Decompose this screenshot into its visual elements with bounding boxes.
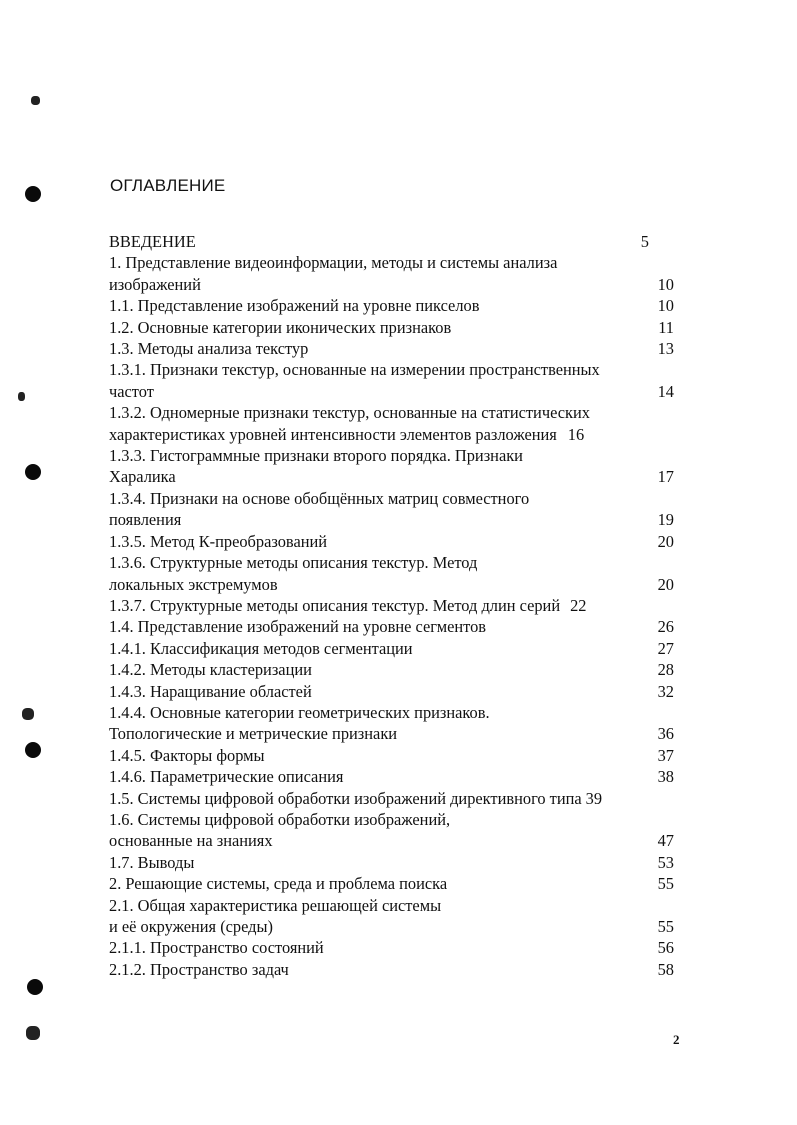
- toc-page-number: 32: [657, 681, 674, 701]
- toc-page-number: 22: [570, 595, 587, 615]
- toc-entry-1-2: 1.2. Основные категории иконических признаков 11: [109, 317, 674, 337]
- toc-entry-1-6: 1.6. Системы цифровой обработки изображений, основанные на знаниях 47: [109, 809, 674, 851]
- toc-page-number: 56: [657, 938, 674, 958]
- toc-entry-2: 2. Решающие системы, среда и проблема поиска 55: [109, 874, 674, 894]
- scan-speck-bottom: [26, 1026, 40, 1040]
- page-title: ОГЛАВЛЕНИЕ: [110, 176, 226, 195]
- toc-page-number: 47: [657, 831, 674, 851]
- toc-entry-1-3-1: 1.3.1. Признаки текстур, основанные на измерении пространственных частот 14: [109, 360, 674, 401]
- toc-entry-1-7: 1.7. Выводы 53: [109, 852, 674, 872]
- scan-speck-top: [31, 96, 40, 105]
- scan-speck-3: [22, 708, 34, 720]
- scan-speck-2: [18, 392, 25, 401]
- toc-page-number: 58: [657, 959, 674, 979]
- toc-entry-1-4-1: 1.4.1. Классификация методов сегментации 27: [109, 638, 674, 658]
- toc-entry-1-4: 1.4. Представление изображений на уровне сегментов 26: [109, 617, 674, 637]
- toc-entry-1-3-2: 1.3.2. Одномерные признаки текстур, основанные на статистических характеристиках уровней интенсивности элементов разложения 16: [109, 403, 590, 444]
- toc-entry-2-1-2: 2.1.2. Пространство задач 58: [109, 959, 674, 979]
- toc-entry-1-4-4: 1.4.4. Основные категории геометрических признаков. Топологические и метрические признаки 36: [109, 702, 674, 744]
- toc-entry-1-5: 1.5. Системы цифровой обработки изображений директивного типа 39: [109, 788, 603, 808]
- toc-page-number: 16: [567, 424, 585, 444]
- toc-page-number: 19: [657, 510, 674, 530]
- toc-entry-1-3-4: 1.3.4. Признаки на основе обобщённых матриц совместного появления 19: [109, 488, 674, 530]
- toc-entry-2-1: 2.1. Общая характеристика решающей системы и её окружения (среды) 55: [109, 895, 674, 936]
- toc-entry-1-4-6: 1.4.6. Параметрические описания 38: [109, 767, 674, 787]
- toc-entry-1-4-5: 1.4.5. Факторы формы 37: [109, 745, 674, 765]
- toc-page-number: 26: [657, 617, 674, 637]
- toc-page-number: 10: [657, 274, 674, 294]
- toc-page-number: 20: [657, 531, 674, 551]
- table-of-contents: [109, 231, 674, 980]
- toc-page-number: 55: [657, 874, 674, 894]
- toc-page-number: 37: [657, 745, 674, 765]
- toc-page-number: 17: [657, 467, 674, 487]
- binder-hole-3: [25, 742, 41, 758]
- page-number: 2: [673, 1032, 680, 1047]
- toc-page-number: 14: [657, 381, 674, 401]
- toc-page-number: 27: [657, 638, 674, 658]
- toc-page-number: 36: [657, 724, 674, 744]
- toc-page-number: 11: [658, 317, 674, 337]
- toc-entry-introduction: ВВЕДЕНИЕ 5: [109, 232, 649, 251]
- toc-entry-1-3-5: 1.3.5. Метод К-преобразований 20: [109, 531, 674, 551]
- toc-entry-1-4-2: 1.4.2. Методы кластеризации 28: [109, 660, 674, 680]
- toc-entry-2-1-1: 2.1.1. Пространство состояний 56: [109, 938, 674, 958]
- toc-entry-1-4-3: 1.4.3. Наращивание областей 32: [109, 681, 674, 701]
- binder-hole-4: [27, 979, 43, 995]
- toc-entry-1-3: 1.3. Методы анализа текстур 13: [109, 339, 674, 359]
- toc-entry-1-3-7: 1.3.7. Структурные методы описания текстур. Метод длин серий 22: [109, 595, 587, 615]
- toc-entry-1-3-6: 1.3.6. Структурные методы описания текстур. Метод локальных экстремумов 20: [109, 553, 674, 594]
- toc-page-number: 20: [657, 574, 674, 594]
- binder-hole-1: [25, 186, 41, 202]
- toc-entry-1-1: 1.1. Представление изображений на уровне пикселов 10: [109, 296, 674, 316]
- toc-entry-1-3-3: 1.3.3. Гистограммные признаки второго порядка. Признаки Харалика 17: [109, 446, 674, 487]
- toc-page-number: 13: [657, 339, 674, 359]
- binder-hole-2: [25, 464, 41, 480]
- toc-entry-1: 1. Представление видеоинформации, методы и системы анализа изображений 10: [109, 253, 674, 294]
- toc-page-number: 5: [640, 232, 649, 251]
- toc-page-number: 38: [657, 767, 674, 787]
- toc-page-number: 53: [657, 852, 674, 872]
- toc-page-number: 39: [585, 788, 603, 808]
- toc-page-number: 55: [657, 917, 674, 936]
- toc-page-number: 10: [657, 296, 674, 316]
- toc-page-number: 28: [657, 660, 674, 680]
